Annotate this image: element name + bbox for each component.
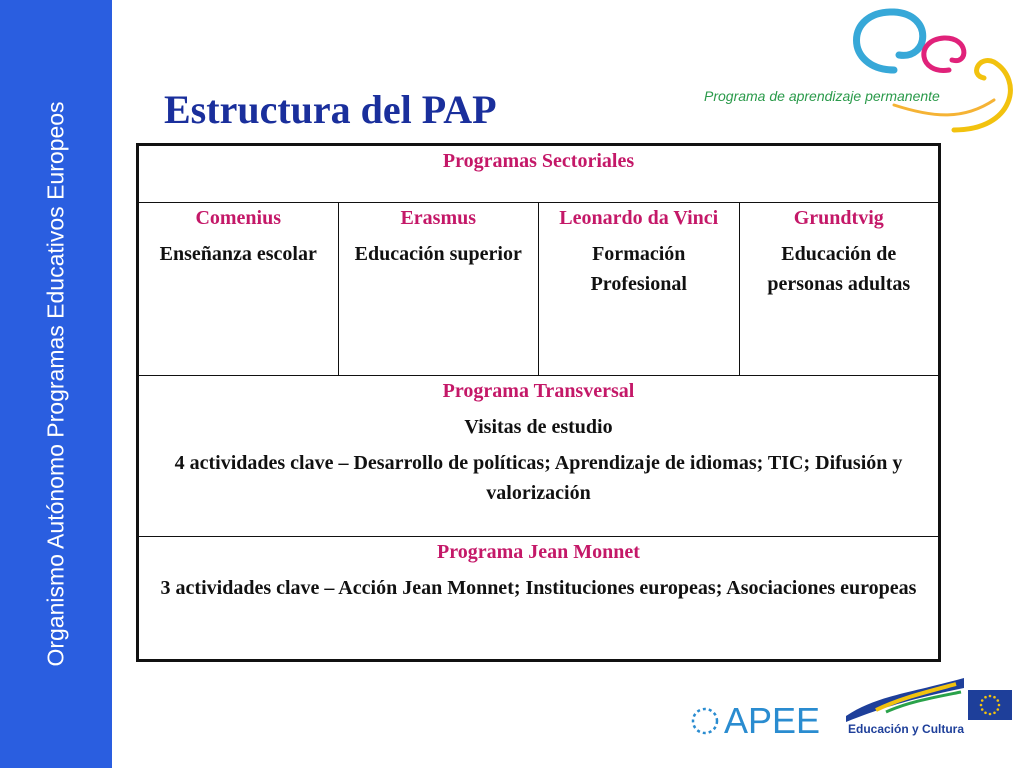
program-cell-leonardo (539, 203, 740, 376)
table-row-header (138, 145, 940, 203)
pap-structure-table (136, 143, 941, 662)
slide-title: Estructura del PAP (164, 87, 497, 132)
program-cell-erasmus (338, 203, 539, 376)
program-desc: Educación superior (354, 243, 522, 265)
pap-swirl-icon (694, 0, 1024, 140)
education-culture-logo (846, 676, 966, 746)
program-desc: Educación de personas adultas (767, 243, 911, 295)
apee-logo (690, 702, 840, 742)
monnet-title: Programa Jean Monnet (437, 541, 640, 563)
apee-logo-text: APEE (724, 700, 821, 741)
education-wave-icon (846, 676, 966, 722)
transversal-line2: 4 actividades clave – Desarrollo de políticas; Aprendizaje de idiomas; TIC; Difusión y valorización (174, 452, 903, 504)
table-row-programs (138, 203, 940, 376)
program-name: Comenius (195, 207, 282, 229)
education-culture-text: Educación y Cultura (848, 722, 965, 736)
program-desc: Formación Profesional (590, 243, 687, 295)
sidebar (0, 0, 112, 768)
transversal-cell (138, 376, 940, 537)
sidebar-title: Organismo Autónomo Programas Educativos Europeos (42, 101, 69, 667)
program-name: Leonardo da Vinci (559, 207, 719, 229)
program-name: Grundtvig (793, 207, 884, 229)
pap-logo-text: Programa de aprendizaje permanente (704, 88, 940, 104)
program-cell-comenius (138, 203, 339, 376)
program-desc: Enseñanza escolar (159, 243, 317, 265)
monnet-line1: 3 actividades clave – Acción Jean Monnet; Instituciones europeas; Asociaciones europeas (160, 577, 917, 599)
transversal-title: Programa Transversal (442, 380, 635, 402)
transversal-line1: Visitas de estudio (464, 416, 613, 438)
program-cell-grundtvig (739, 203, 940, 376)
table-row-transversal (138, 376, 940, 537)
program-name: Erasmus (400, 207, 477, 229)
table-row-monnet (138, 537, 940, 661)
monnet-cell (138, 537, 940, 661)
sectoral-header (138, 145, 940, 203)
sectoral-header-label: Programas Sectoriales (442, 150, 635, 172)
pap-logo (694, 0, 1024, 140)
apee-ring-icon (690, 706, 720, 736)
eu-flag-icon (968, 690, 1012, 720)
